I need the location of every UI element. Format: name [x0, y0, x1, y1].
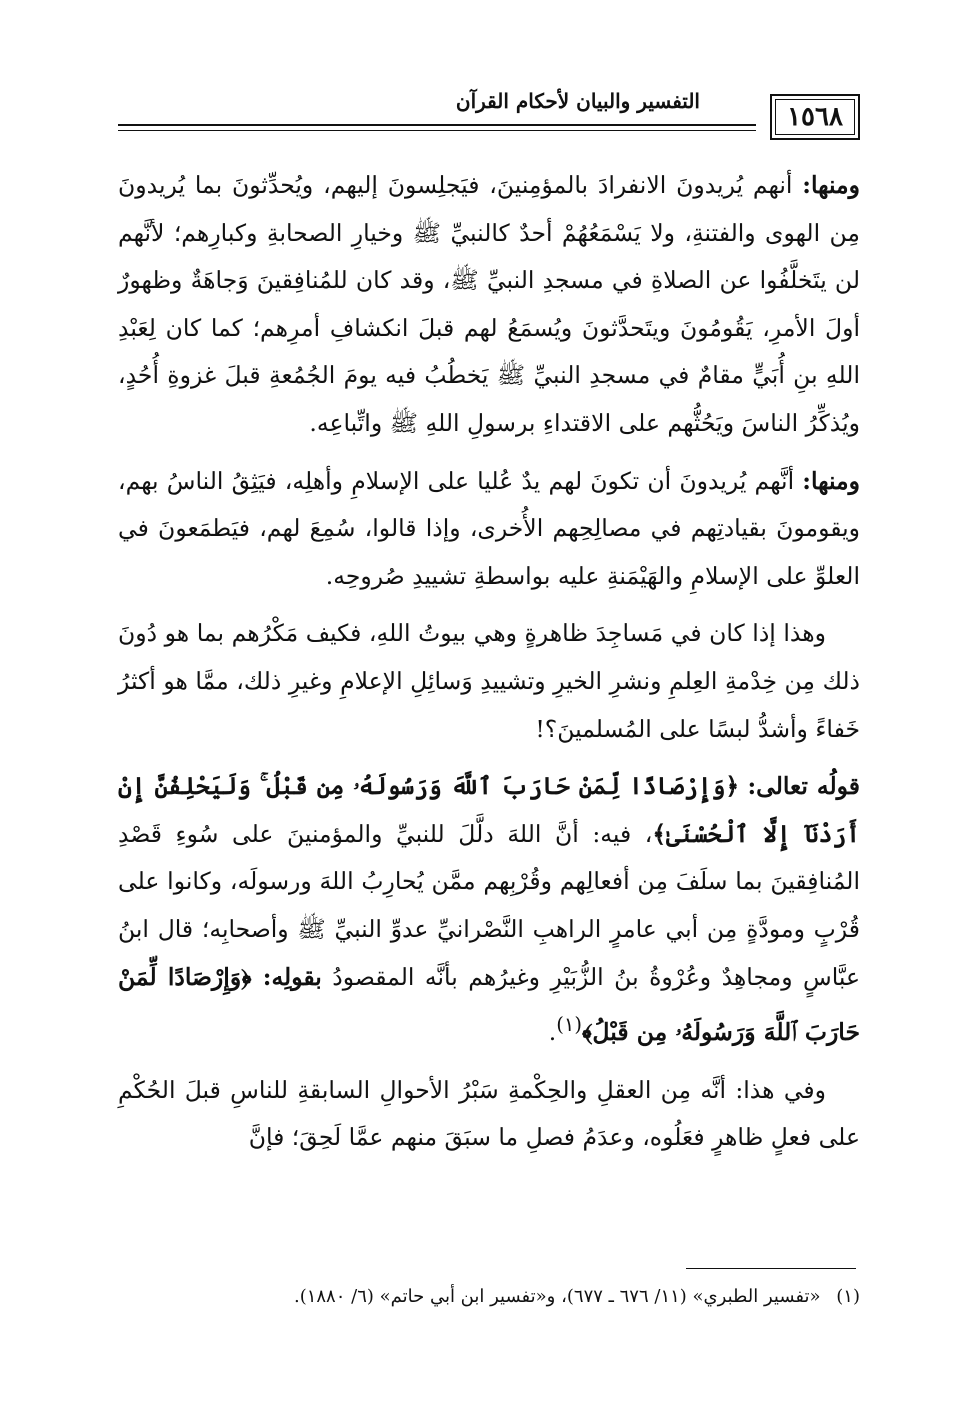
paragraph-last: [118, 1067, 860, 1162]
page-header: [118, 86, 860, 146]
page-body: [118, 162, 860, 1172]
paragraph-2: [118, 458, 860, 601]
book-title: التفسير والبيان لأحكام القرآن: [455, 89, 700, 113]
paragraph-lead: ومنها:: [802, 466, 860, 495]
verse-lead-2: بقولِه:: [262, 962, 322, 991]
page-number: ١٥٦٨: [787, 102, 843, 132]
verse-commentary: ، فيه: أنَّ اللهَ دلَّلَ للنبيِّ والمؤمنينَ على سُوءِ قَصْدِ المُنافِقينَ بما سلَفَ مِن أفعالِهم وقُرْبِهم ممَّن يُحارِبُ اللهَ ورسولَه، وكانوا على قُرْبٍ ومودَّةٍ مِن أبي عامرٍ الراهبِ النَّصْرانيِّ عدوِّ النبيِّ ﷺ وأصحابِه؛ قال ابنُ عبَّاسٍ ومجاهِدٌ وعُرْوةُ بنُ الزُّبَيْرِ وغيرُهم بأنَّه المقصودُ: [118, 819, 861, 991]
verse-lead: قولُه تعالى:: [747, 772, 860, 801]
quran-verse-2: ﴿وَإِرْصَادًا لِّمَنْ حَارَبَ ٱللَّهَ وَرَسُولَهُۥ مِن قَبْلُ﴾: [118, 962, 860, 1046]
footnote-number: (١): [836, 1286, 860, 1307]
paragraph-lead: ومنها:: [802, 171, 860, 199]
footnote: [118, 1282, 860, 1312]
footnote-text: «تفسير الطبري» (١١/ ٦٧٦ ـ ٦٧٧)، و«تفسير ابن أبي حاتم» (٦/ ١٨٨٠).: [293, 1286, 821, 1307]
page-number-box: [770, 94, 860, 140]
footnote-ref: (١): [556, 1013, 583, 1037]
header-rule-thin: [118, 130, 756, 131]
paragraph-text: أنَّهم يُريدونَ أن تكونَ لهم يدٌ عُليا على الإسلامِ وأهلِه، فيَثِقُ الناسُ بهم، ويقومونَ بقيادتِهم في مصالِحِهم الأُخرى، وإذا قالوا، سُمِعَ لهم، فيَطمَعونَ في العلوِّ على الإسلامِ والهَيْمَنةِ عليه بواسطةِ تشييدِ صُروحِه.: [118, 466, 860, 590]
verse-paragraph: [118, 763, 860, 1056]
paragraph-text: أنهم يُريدونَ الانفرادَ بالمؤمِنينَ، فيَجلِسونَ إليهم، ويُحدِّثونَ بما يُريدونَ مِن الهوى والفتنةِ، ولا يَسْمَعُهُمْ أحدٌ كالنبيِّ ﷺ وخيارِ الصحابةِ وكبارِهم؛ لأنَّهم لن يتَخلَّفُوا عن الصلاةِ في مسجدِ النبيِّ ﷺ، وقد كان للمُنافِقينَ وَجاهَةٌ وظهورٌ أولَ الأمرِ، يَقُومُونَ ويتَحدَّثونَ ويُسمَعُ لهم قبلَ انكشافِ أمرِهم؛ كما كان لِعَبْدِ اللهِ بنِ أُبَيٍّ مقامٌ في مسجدِ النبيِّ ﷺ يَخطُبُ فيه يومَ الجُمُعةِ قبلَ غزوةِ أُحُدٍ، ويُذكِّرُ الناسَ ويَحُثُّهم على الاقتداءِ برسولِ اللهِ ﷺ واتِّباعِه.: [118, 171, 860, 437]
verse-end: .: [548, 1017, 557, 1046]
quran-verse: ﴿وَإِرْصَادًا لِّمَنْ حَارَبَ ٱللَّهَ وَرَسُولَهُۥ مِن قَبْلُ ۚ وَلَيَحْلِفُنَّ إِنْ أَرَدْنَآ إِلَّا ٱلْحُسْنَىٰ﴾: [118, 772, 860, 848]
header-rule: [118, 124, 756, 126]
paragraph-3: [118, 610, 860, 753]
paragraph-text: وهذا إذا كان في مَساجِدَ ظاهرةٍ وهي بيوتُ اللهِ، فكيف مَكْرُهم بما هو دُونَ ذلك مِن خِدْمةِ العِلمِ ونشرِ الخيرِ وتشييدِ وَسائِلِ الإعلامِ وغيرِ ذلك، ممَّا هو أكثرُ خَفاءً وأشدُّ لبسًا على المُسلمينَ؟!: [118, 619, 860, 743]
paragraph-1: [118, 162, 860, 448]
footnote-divider: [686, 1268, 856, 1269]
paragraph-text: وفي هذا: أنَّه مِن العقلِ والحِكْمةِ سَبْرُ الأحوالِ السابقةِ للناسِ قبلَ الحُكْمِ على فعلٍ ظاهرٍ فعَلُوه، وعدَمُ فصلِ ما سبَقَ منهم عمَّا لَحِقَ؛ فإنَّ: [118, 1075, 860, 1152]
